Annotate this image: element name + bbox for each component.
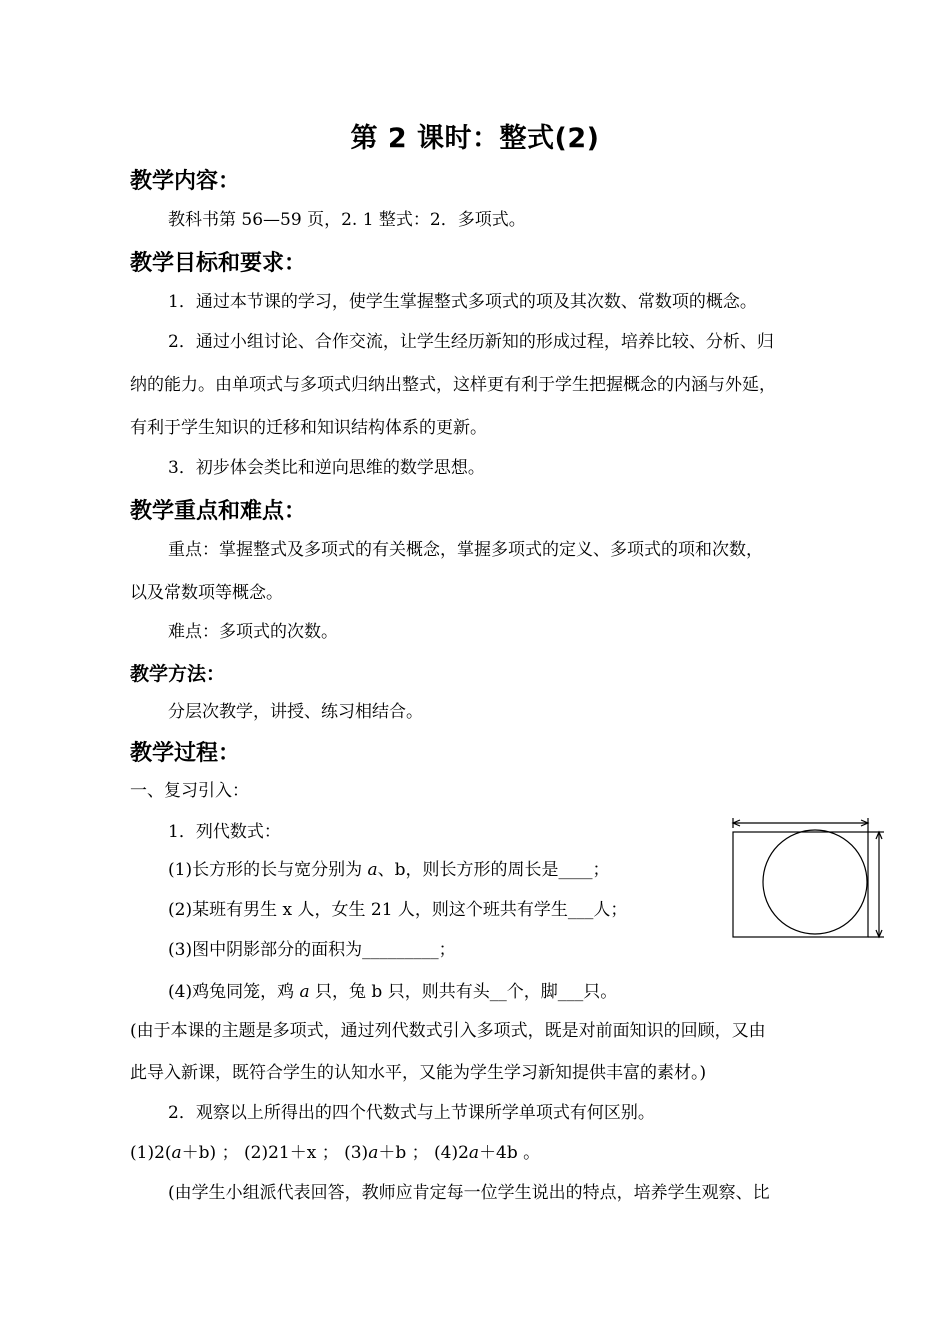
question-1-end: ； [592,860,610,880]
figure-circle [763,830,867,934]
goal-1: 1．通过本节课的学习，使学生掌握整式多项式的项及其次数、常数项的概念。 [168,292,757,312]
item-2: 2．观察以上所得出的四个代数式与上节课所学单项式有何区别。 [168,1103,655,1123]
question-4-end: 只。 [583,982,618,1002]
rectangle-circle-figure [728,815,888,943]
expr-text-a: (1)2( [130,1143,172,1163]
question-1 [168,858,610,882]
difficulty-text: 难点：多项式的次数。 [168,622,338,642]
question-3: (3)图中阴影部分的面积为_________； [168,940,456,960]
question-4 [168,980,617,1004]
goal-2-line-3: 有利于学生知识的迁移和知识结构体系的更新。 [130,418,487,438]
note-line-1: (由于本课的主题是多项式，通过列代数式引入多项式，既是对前面知识的回顾，又由 [130,1021,766,1041]
goal-2-line-1: 2．通过小组讨论、合作交流，让学生经历新知的形成过程，培养比较、分析、归 [168,332,774,352]
process-heading: 教学过程： [130,741,241,766]
key-heading: 教学重点和难点： [130,499,307,524]
question-4-blank-2: ___ [557,982,584,1002]
method-text: 分层次教学，讲授、练习相结合。 [168,702,423,722]
expr-var-1: a [171,1143,182,1163]
question-1-text-a: (1)长方形的长与宽分别为 [168,860,368,880]
expr-text-c: ＋b ； (4)2 [378,1143,469,1163]
question-2-end: 人； [593,900,628,920]
content-text: 教科书第 56—59 页，2. 1 整式：2．多项式。 [168,210,526,230]
goal-2-line-2: 纳的能力。由单项式与多项式归纳出整式，这样更有利于学生把握概念的内涵与外延， [130,375,776,395]
question-1-blank: ____ [558,860,593,880]
key-line-1: 重点：掌握整式及多项式的有关概念，掌握多项式的定义、多项式的项和次数， [168,540,763,560]
question-2 [168,898,627,922]
last-line: (由学生小组派代表回答，教师应肯定每一位学生说出的特点，培养学生观察、比 [168,1183,770,1203]
question-4-blank-1: __ [489,982,507,1002]
expressions-line [130,1141,540,1165]
expr-var-2: a [368,1143,379,1163]
question-1-text-b: 、b，则长方形的周长是 [377,860,559,880]
question-4-text-a: (4)鸡兔同笼，鸡 [168,982,300,1002]
question-2-text: (2)某班有男生 x 人，女生 21 人，则这个班共有学生 [168,900,568,920]
goals-heading: 教学目标和要求： [130,251,307,276]
figure-rectangle [733,832,868,937]
question-4-var: a [299,982,310,1002]
method-heading: 教学方法： [130,663,226,685]
content-heading: 教学内容： [130,169,241,194]
question-1-var: a [367,860,378,880]
expr-var-3: a [468,1143,480,1163]
review-heading: 一、复习引入： [130,781,249,801]
key-line-2: 以及常数项等概念。 [130,583,283,603]
expr-text-b: ＋b) ； (2)21＋x ； (3) [181,1143,369,1163]
question-4-text-c: 个，脚 [506,982,558,1002]
item-1: 1．列代数式： [168,822,281,842]
question-2-blank: ___ [567,900,594,920]
question-4-text-b: 只，兔 b 只，则共有头 [309,982,490,1002]
goal-3: 3．初步体会类比和逆向思维的数学思想。 [168,458,485,478]
page-title: 第 2 课时：整式(2) [350,123,600,154]
note-line-2: 此导入新课，既符合学生的认知水平，又能为学生学习新知提供丰富的素材。) [130,1063,707,1083]
expr-text-d: ＋4b 。 [479,1143,541,1163]
